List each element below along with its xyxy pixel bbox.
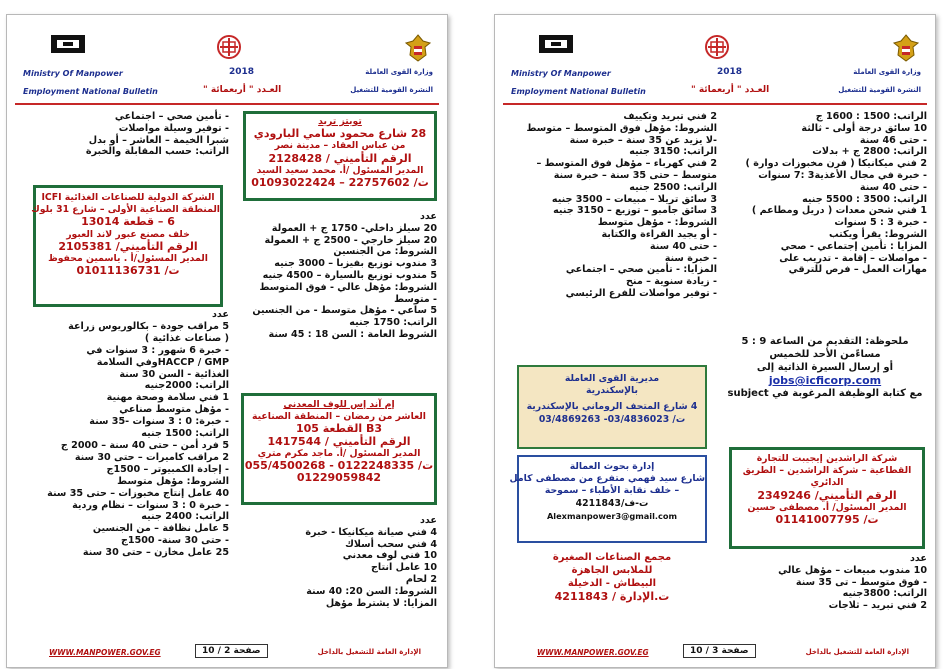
- page-footer: [495, 643, 935, 667]
- org-address: البيطاش - الدخيلة: [567, 578, 657, 589]
- list-item: - فوق متوسط – تى 35 سنة: [795, 576, 927, 588]
- list-item: 2 مراقب كاميرات – حتى 30 سنة: [74, 451, 229, 463]
- list-item: الراتب: حسب المقابلة والخبرة: [85, 146, 229, 158]
- list-item: 20 سيلز خارجي - 2500 ج + العمولة: [264, 234, 437, 246]
- company-address-2: الدائري: [810, 477, 844, 489]
- insurance-number: الرقم التأميني / 1417544: [267, 434, 411, 448]
- list-item: المزايا: - تأمين صحي – اجتماعي: [565, 264, 717, 276]
- company-name: تويتز تريد: [318, 116, 362, 127]
- list-item: - إجادة الكمبيوتر – 1500ج: [106, 463, 229, 475]
- list-item: الراتب: 2800 ج + بدلات: [812, 146, 927, 158]
- list-item: 2 فني كهرباء – مؤهل فوق المتوسط –: [536, 158, 717, 170]
- ministry-en: Ministry Of Manpower: [511, 69, 611, 78]
- list-item: 10 فني لوف معدني: [342, 550, 437, 562]
- list-item: 20 سيلز داخلي- 1750 ج + العمولة: [271, 222, 437, 234]
- email-link[interactable]: Alexmanpower3@gmail.com: [546, 510, 678, 521]
- list-item: - متوسط: [394, 293, 437, 305]
- company-address: المنطقة الصناعية الأولى – شارع 31 بلوك: [31, 204, 220, 216]
- list-item: - مؤهل متوسط صناعي: [119, 404, 229, 416]
- list-item: الراتب: 3150 جنيه: [629, 146, 717, 158]
- list-item: - خبرة سنة: [664, 252, 717, 264]
- list-item: 10 عامل انتاج: [370, 562, 437, 574]
- list-item: الشروط: - مؤهل متوسط: [597, 217, 717, 229]
- org-name-2: للملابس الجاهزة: [571, 565, 653, 576]
- org-name: مجمع الصناعات الصغيرة: [552, 552, 672, 563]
- company-address-2: من عباس العقاد – مدينة نصر: [274, 140, 406, 152]
- manager-name: المدير المسئول/أ . ياسمين محفوظ: [48, 253, 208, 265]
- issue-year: 2018: [717, 67, 743, 77]
- list-item: 2 فني تبريد وتكييف: [623, 111, 717, 122]
- page-footer: [7, 643, 447, 667]
- list-item: الراتب: 2000جنيه: [144, 380, 229, 392]
- list-item: 25 عامل مخازن – حتى 30 سنة: [82, 547, 229, 559]
- org-address: 4 شارع المتحف الروماني بالإسكندرية: [526, 401, 698, 413]
- list-item: - تأمين صحي – اجتماعي: [114, 111, 229, 122]
- org-name-2: بالإسكندرية: [585, 385, 639, 397]
- list-item: الراتب: 1500 جنيه: [141, 428, 229, 440]
- company-name: شركة الراشدين إيجيبت للتجارة: [756, 453, 898, 464]
- company-name: إم آند إس للوف المعدني: [283, 399, 395, 410]
- list-item: - خبرة 6 شهور : 3 سنوات في: [86, 344, 229, 356]
- list-item: مهارات العمل – فرص للترقي: [788, 264, 927, 276]
- list-item: 5 ساعي - مؤهل متوسط - من الجنسين: [252, 305, 437, 317]
- list-item: - مواصلات – إقامة - تدريب على: [779, 252, 927, 264]
- phone-numbers: ت/ 01141007795: [775, 513, 879, 527]
- rashidin-box: [729, 447, 925, 549]
- manager-name: المدير المسئول/ أ. مصطفى حسين: [747, 501, 907, 513]
- list-item: 10 سائق درجة أولى - ثالثة: [801, 122, 927, 134]
- list-item: 5 عامل نظافة – من الجنسين: [92, 523, 229, 535]
- rashidin-jobs-list: [723, 553, 927, 612]
- issue-number: العـدد " أربعمائة ": [203, 85, 282, 95]
- page-number: صفحة 2 / 10: [195, 644, 268, 658]
- list-item: - خبرة: 0 : 3 سنوات -35 سنة: [89, 416, 229, 428]
- list-item: 4 فني سحب أسلاك: [345, 538, 437, 550]
- bulletin-en: Employment National Bulletin: [23, 87, 158, 96]
- list-item: الشروط: يقرأ ويكتب: [828, 228, 927, 240]
- list-item: 40 عامل إنتاج مخبوزات – حتى 35 سنة: [47, 487, 229, 499]
- list-item: - زيادة سنوية – منح: [625, 276, 717, 288]
- manager-name: المدير المسئول /أ. ماجد مكرم متري: [257, 447, 421, 459]
- list-item: 10 مندوب مبيعات – مؤهل عالي: [778, 564, 927, 576]
- note-line: مع كتابة الوظيفة المرغوبة في subject: [727, 388, 923, 399]
- org-address: شارع سيد فهمي متفرع من مصطفى كامل: [509, 473, 705, 485]
- list-item: - توفير وسيلة مواصلات: [118, 122, 229, 134]
- header-divider: [15, 103, 439, 105]
- email-link[interactable]: jobs@icficorp.com: [768, 374, 882, 387]
- manager-name: المدير المسئول /أ. محمد سعيد السيد: [256, 164, 424, 176]
- company-address: القطاعية – شركة الراشدين – الطريق: [742, 465, 912, 477]
- list-item: 5 مراقب جودة – بكالوريوس زراعة: [68, 320, 229, 332]
- issue-number: العـدد " أربعمائة ": [691, 85, 770, 95]
- list-item: - حتى 46 سنة: [859, 134, 927, 146]
- ministry-ar: وزارة القوى العاملة: [853, 68, 921, 76]
- issue-year: 2018: [229, 67, 255, 77]
- company-address-3: خلف مصنع عبور لاند العبور: [66, 228, 190, 240]
- website-link[interactable]: WWW.MANPOWER.GOV.EG: [49, 648, 161, 657]
- bulletin-ar: النشرة القومية للتشغيل: [350, 86, 433, 94]
- list-item: عدد: [211, 309, 229, 320]
- icfi-box: [33, 185, 223, 307]
- list-item: 5 فرد أمن – حتى 40 سنة – 2000 ج: [60, 439, 229, 451]
- phone-numbers: ت/ 01011136731: [76, 264, 180, 278]
- list-item: 1 فني شحن معدات ( دريل ومطاعم ): [751, 205, 927, 217]
- list-item: 2 لحام: [405, 573, 437, 585]
- toyota-trade-box: [243, 111, 437, 201]
- note-line: مساءًمن الأحد للخميس: [769, 349, 881, 360]
- list-item: - توفير مواصلات للفرع الرئيسي: [565, 287, 717, 299]
- list-item: الراتب: 3500 : 5500 جنيه: [802, 193, 927, 205]
- list-item: الراتب: 3800جنيه: [842, 588, 927, 600]
- list-item: الراتب: 2400 جنيه: [141, 511, 229, 523]
- list-item: 2 فني ميكانيكا ( فرن مخبوزات دوارة ): [745, 158, 927, 170]
- company-address-2: B3 القطعة 105: [295, 422, 383, 436]
- labor-research-box: [509, 455, 707, 543]
- footer-dept: الإدارة العامة للتشغيل بالداخل: [805, 648, 909, 656]
- flag-icon: [539, 35, 573, 53]
- eagle-emblem-icon: [893, 33, 919, 63]
- page-number: صفحة 3 / 10: [683, 644, 756, 658]
- list-item: ( صناعات غذائية ): [144, 332, 229, 344]
- list-item: الراتب: 1500 : 1600 ج: [815, 111, 927, 122]
- list-item: الشروط العامة : السن 18 : 45 سنة: [268, 328, 437, 340]
- ms-metal-wool-box: [241, 393, 437, 505]
- list-item: الشروط: مؤهل متوسط: [117, 475, 229, 487]
- company-name: الشركة الدولية للصناعات الغذائية ICFI: [41, 192, 215, 203]
- list-item: الغذائية - السن 30 سنة: [119, 368, 229, 380]
- eagle-emblem-icon: [405, 33, 431, 63]
- org-address-2: – خلف نقابة الأطباء – سموحة: [544, 485, 680, 497]
- bulletin-logo-icon: [212, 33, 246, 61]
- note-line: ملحوظة: التقديم من الساعة 9 : 5: [741, 336, 909, 347]
- org-phone: ت-ف/4211843: [575, 497, 649, 509]
- bulletin-ar: النشرة القومية للتشغيل: [838, 86, 921, 94]
- footer-dept: الإدارة العامة للتشغيل بالداخل: [317, 648, 421, 656]
- list-item: عدد: [419, 515, 437, 526]
- list-item: الشروط: السن 20: 40 سنة: [306, 585, 437, 597]
- insurance-number: الرقم التأميني/ 2349246: [757, 488, 897, 502]
- list-item: 3 سائق جامبو – توزيع – 3150 جنيه: [553, 205, 717, 217]
- ministry-en: Ministry Of Manpower: [23, 69, 123, 78]
- list-item: 3 سائق تريلا – مبيعات – 3500 جنيه: [551, 193, 717, 205]
- list-item: 2 فني تبريد – ثلاجات: [828, 600, 927, 612]
- list-item: - خبرة 0 : 3 سنوات – نظام وردية: [72, 499, 229, 511]
- header-divider: [503, 103, 927, 105]
- page-header: [7, 15, 447, 107]
- company-address-2: 6 – قطعة 13014: [81, 215, 175, 229]
- list-item: HACCP / GMPوفي السلامة: [96, 356, 229, 368]
- list-item: 4 فني صيانة ميكانيكا - خبرة: [305, 526, 437, 538]
- list-item: - حتى 30 سنة- 1500ج: [120, 535, 229, 547]
- note-line: أو إرسال السيرة الذاتية إلى: [756, 362, 894, 373]
- list-item: متوسط – حتى 35 سنة – خبرة سنة: [553, 169, 717, 181]
- prev-benefits-list: [17, 111, 229, 158]
- list-item: 1 فني سلامة وصحة مهنية: [106, 392, 229, 404]
- list-item: الراتب: 2500 جنيه: [629, 181, 717, 193]
- list-item: الشروط: مؤهل عالي - فوق المتوسط: [259, 281, 437, 293]
- toyota-jobs-list: [233, 211, 437, 341]
- page-right: [494, 14, 936, 668]
- list-item: المزايا : تأمين إجتماعي - صحي: [780, 240, 927, 252]
- org-name: إدارة بحوث العمالة: [569, 461, 655, 472]
- insurance-number: الرقم التأميني/ 2105381: [58, 239, 198, 253]
- website-link[interactable]: WWW.MANPOWER.GOV.EG: [537, 648, 649, 657]
- icfi-jobs-list: [17, 309, 229, 559]
- org-phone: ت.الإدارة / 4211843: [554, 590, 670, 603]
- directorate-box: [517, 365, 707, 449]
- list-item: 3 مندوب توزيع بفيزبا – 3000 جنيه: [274, 258, 437, 270]
- list-item: - حتى 40 سنة: [859, 181, 927, 193]
- org-phone: ت/ 03/4836023- 03/4869263: [538, 413, 686, 425]
- insurance-number: الرقم التأميني / 2128428: [268, 151, 412, 165]
- page-header: [495, 15, 935, 107]
- icfi-jobs-continued: [723, 111, 927, 276]
- list-item: الشروط: من الجنسين: [333, 246, 437, 258]
- list-item: 5 مندوب توزيع بالسيارة – 4500 جنيه: [262, 269, 437, 281]
- flag-icon: [51, 35, 85, 53]
- company-address: العاشر من رمضان – المنطقة الصناعية: [252, 411, 426, 423]
- small-industries-box: [517, 549, 707, 631]
- phone-numbers-2: 01229059842: [296, 471, 382, 485]
- phone-numbers: ت/ 22757602 – 01093022424: [251, 176, 429, 190]
- phone-numbers: ت/ 0122248335 - 055/4500268: [244, 459, 434, 473]
- list-item: -لا يزيد عن 35 سنة – خبرة سنة: [569, 134, 717, 146]
- org-name: مديرية القوى العاملة: [564, 373, 660, 384]
- list-item: شبرا الخيمة – العاشر – أو بدل: [88, 134, 229, 146]
- list-item: - أو يجيد القراءة والكتابة: [601, 228, 717, 240]
- application-note: [723, 335, 927, 400]
- list-item: الشروط: مؤهل فوق المتوسط – متوسط: [526, 122, 717, 134]
- ministry-ar: وزارة القوى العاملة: [365, 68, 433, 76]
- company-address: 28 شارع محمود سامي البارودي: [253, 127, 427, 141]
- list-item: الراتب: 1750 جنيه: [349, 317, 437, 329]
- prev-jobs-list: [503, 111, 717, 300]
- bulletin-en: Employment National Bulletin: [511, 87, 646, 96]
- list-item: - خبرة في مجال الأغذية3 :7 سنوات: [758, 169, 927, 181]
- ms-jobs-list: [233, 515, 437, 609]
- list-item: - خبرة 3 : 5 سنوات: [834, 217, 927, 229]
- bulletin-logo-icon: [700, 33, 734, 61]
- list-item: عدد: [909, 553, 927, 564]
- list-item: عدد: [419, 211, 437, 222]
- list-item: المزايا: لا يشترط مؤهل: [325, 597, 437, 609]
- page-left: [6, 14, 448, 668]
- list-item: - حتى 40 سنة: [649, 240, 717, 252]
